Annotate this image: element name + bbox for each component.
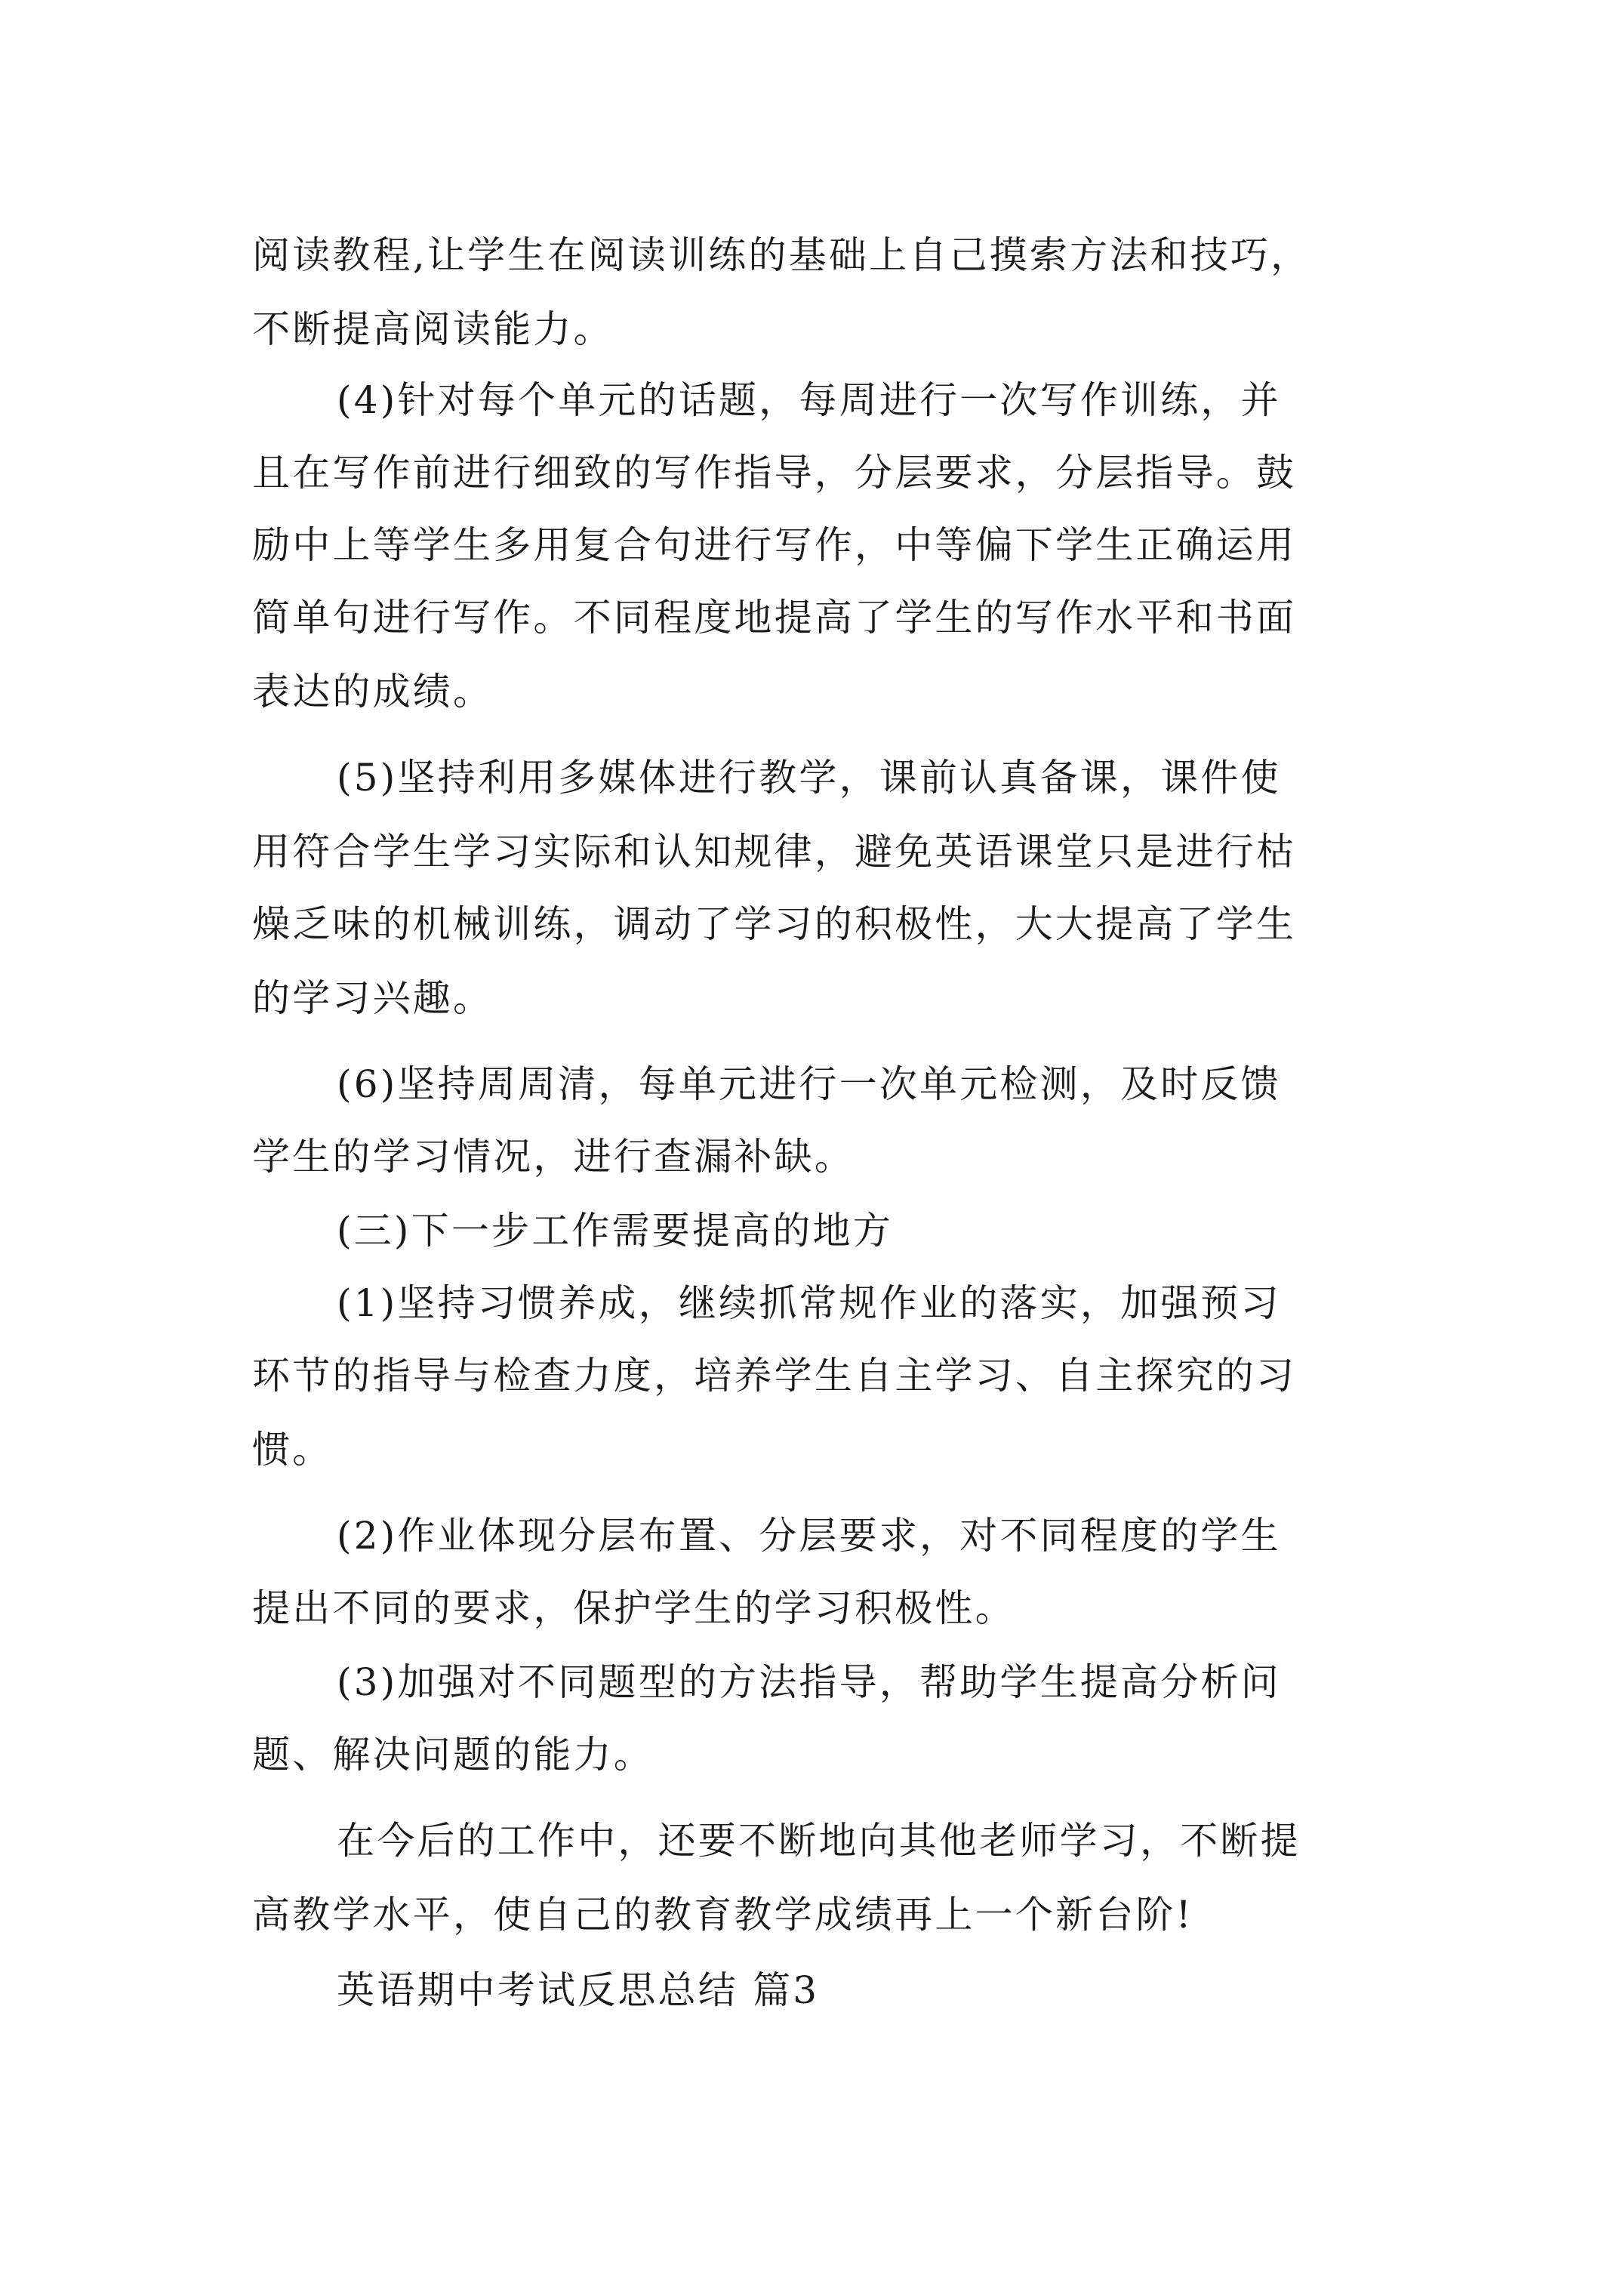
closing-paragraph-start: 在今后的工作中，还要不断地向其他老师学习，不断提: [337, 1819, 1301, 1863]
text-line: 题、解决问题的能力。: [252, 1733, 654, 1777]
text-line: 用符合学生学习实际和认知规律，避免英语课堂只是进行枯: [252, 830, 1297, 874]
text-line: 表达的成绩。: [252, 670, 494, 713]
text-line: 学生的学习情况，进行查漏补缺。: [252, 1135, 855, 1179]
text-line: 燥乏味的机械训练，调动了学习的积极性，大大提高了学生: [252, 902, 1297, 946]
item-2-start: (2)作业体现分层布置、分层要求，对不同程度的学生: [337, 1514, 1281, 1558]
text-line: 环节的指导与检查力度，培养学生自主学习、自主探究的习: [252, 1354, 1297, 1398]
text-line: 高教学水平，使自己的教育教学成绩再上一个新台阶!: [252, 1893, 1193, 1937]
text-line: 且在写作前进行细致的写作指导，分层要求，分层指导。鼓: [252, 451, 1297, 495]
next-article-title: 英语期中考试反思总结 篇3: [337, 1968, 820, 2012]
text-line: 惯。: [252, 1428, 333, 1472]
item-1-start: (1)坚持习惯养成，继续抓常规作业的落实，加强预习: [337, 1281, 1281, 1325]
section-heading: (三)下一步工作需要提高的地方: [337, 1209, 894, 1253]
paragraph-4-start: (4)针对每个单元的话题，每周进行一次写作训练，并: [337, 378, 1281, 422]
text-line: 简单句进行写作。不同程度地提高了学生的写作水平和书面: [252, 596, 1297, 639]
paragraph-5-start: (5)坚持利用多媒体进行教学，课前认真备课，课件使: [337, 756, 1281, 800]
text-line: 提出不同的要求，保护学生的学习积极性。: [252, 1586, 1015, 1630]
text-line: 阅读教程,让学生在阅读训练的基础上自己摸索方法和技巧，: [252, 233, 1311, 277]
text-line: 励中上等学生多用复合句进行写作，中等偏下学生正确运用: [252, 523, 1297, 567]
item-3-start: (3)加强对不同题型的方法指导，帮助学生提高分析问: [337, 1660, 1281, 1704]
paragraph-6-start: (6)坚持周周清，每单元进行一次单元检测，及时反馈: [337, 1062, 1281, 1106]
text-line: 的学习兴趣。: [252, 976, 494, 1020]
text-line: 不断提高阅读能力。: [252, 307, 614, 351]
